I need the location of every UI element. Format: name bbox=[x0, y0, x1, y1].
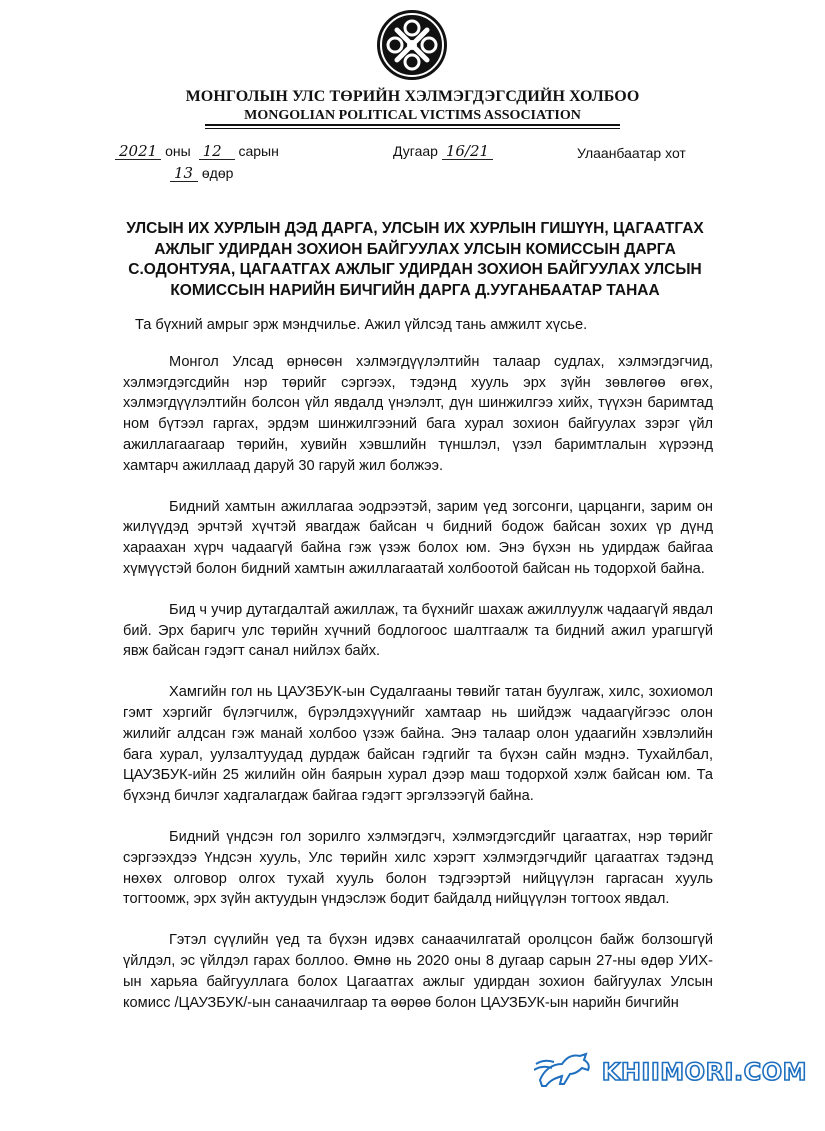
horse-icon bbox=[534, 1050, 596, 1095]
year-value: 2021 bbox=[115, 143, 161, 160]
letter-title: УЛСЫН ИХ ХУРЛЫН ДЭД ДАРГА, УЛСЫН ИХ ХУРЛЫН ГИШҮҮН, ЦАГААТГАХ АЖЛЫГ УДИРДАН ЗОХИОН БАЙГУУЛАХ УЛСЫН КОМИССЫН ДАРГА С.ОДОНТУЯА, ЦАГААТГАХ АЖЛЫГ УДИРДАН ЗОХИОН БАЙГУУЛАХ УЛСЫН КОМИССЫН НАРИЙН БИЧГИЙН ДАРГА Д.УУГАНБААТАР ТАНАА bbox=[126, 220, 704, 299]
day-value: 13 bbox=[170, 165, 198, 182]
paragraph: Бидний хамтын ажиллагаа эодрээтэй, зарим үед зогсонги, царцанги, зарим он жилүүдэд эрчтэй хүчтэй явагдаж байсан ч бидний бодож байсан зохих үр дүнд хараахан хүрч чадаагүй байна гэж үзэж болох юм. Энэ бүхэн нь удирдаж байгаа хүмүүстэй болон бидний хамтын ажиллагаатай холбоотой байсан нь тодорхой байна. bbox=[123, 498, 713, 577]
knot-emblem-icon bbox=[375, 8, 449, 82]
month-value: 12 bbox=[199, 143, 235, 160]
watermark bbox=[534, 1052, 807, 1092]
letter-body bbox=[123, 315, 713, 1033]
org-name-mn: МОНГОЛЫН УЛС ТӨРИЙН ХЭЛМЭГДЭГСДИЙН ХОЛБОО bbox=[185, 88, 640, 105]
day-line bbox=[170, 165, 233, 182]
paragraph: Гэтэл сүүлийн үед та бүхэн идэвх санаачилгатай оролцсон байж болзошгүй үйлдэл, эс үйлдэл гарах боллоо. Өмнө нь 2020 оны 8 дугаар сарын 27-ны өдөр УИХ-ын харьяа байгууллага болох Цагаатгах ажлыг удирдан зохион байгуулах Улсын комисс /ЦАУЗБУК/-ын санаачилгаар та өөрөө болон ЦАУЗБУК-ын нарийн бичгийн bbox=[123, 932, 713, 1011]
document-number bbox=[393, 143, 493, 160]
year-suffix: оны bbox=[165, 143, 191, 159]
greeting: Та бүхний амрыг эрж мэндчилье. Ажил үйлсэд тань амжилт хүсье. bbox=[135, 317, 588, 333]
date-line bbox=[115, 143, 279, 160]
paragraph: Бид ч учир дутагдалтай ажиллаж, та бүхнийг шахаж ажиллуулж чадаагүй явдал бий. Эрх баригч улс төрийн хүчний бодлогоос шалтгаалж та бидний ажил урагшгүй явж байсан гэдэгт санал нийлэх байх. bbox=[123, 601, 713, 660]
number-value: 16/21 bbox=[442, 143, 493, 160]
header-divider bbox=[205, 124, 620, 126]
paragraph: Хамгийн гол нь ЦАУЗБУК-ын Судалгааны төвийг татан буулгаж, хилс, зохиомол гэмт хэргийг бүлэгчилж, бүрэлдэхүүнийг хамтаар нь шийдэж чадаагүйгээс олон жилийг алдсан гэж манай холбоо үзэж байна. Энэ талаар олон удаагийн хэвлэлийн бага хурал, уулзалтуудад дурдаж байсан гэдгийг та бүхэн сайн мэднэ. Тухайлбал, ЦАУЗБУК-ийн 25 жилийн ойн баярын хурал дээр маш тодорхой хэлж байсан юм. Та бүхэнд бичлэг хадгалагдаж байгаа гэдэгт эргэлзээгүй байна. bbox=[123, 684, 713, 805]
paragraph: Бидний үндсэн гол зорилго хэлмэгдэгч, хэлмэгдэгсдийг цагаатгах, нэр төрийг сэргээхдээ Үндсэн хууль, Улс төрийн хилс хэрэгт хэлмэгдэгчдийг цагаатгах тэдэнд нөхөх олговор олгох тухай хууль болон тэдгээртэй нийцүүлэн гаргасан хууль тогтоомж, эрх зүйн актуудын үндэслэж бодит байдалд нийцүүлэн тогтоох явдал. bbox=[123, 828, 713, 908]
city: Улаанбаатар хот bbox=[577, 145, 686, 161]
paragraph: Монгол Улсад өрнөсөн хэлмэгдүүлэлтийн талаар судлах, хэлмэгдэгчид, хэлмэгдэгсдийн нэр төрийг сэргээх, тэдэнд хууль эрх зүйн зөвлөгөө өгөх, хэлмэгдүүлэлтийн болсон үйл явдалд үнэлэлт, дүн шинжилгээ хийх, түүхэн баримтад ном бүтээл гаргах, эрдэм шинжилгээний бага хурал зохион байгуулах зэрэг үйл ажиллагаагаар төрийн, хувийн хэвшлийн түншлэл, үзэл баримтлалын хүрээнд хамтарч ажиллаад даруй 30 гаруй жил болжээ. bbox=[123, 353, 713, 474]
watermark-text: KHIIMORI.COM bbox=[601, 1058, 807, 1086]
day-suffix: өдөр bbox=[201, 165, 234, 181]
header-divider-thin bbox=[205, 128, 620, 129]
month-suffix: сарын bbox=[238, 143, 279, 159]
number-label: Дугаар bbox=[393, 143, 438, 159]
org-name-en: MONGOLIAN POLITICAL VICTIMS ASSOCIATION bbox=[244, 108, 581, 123]
